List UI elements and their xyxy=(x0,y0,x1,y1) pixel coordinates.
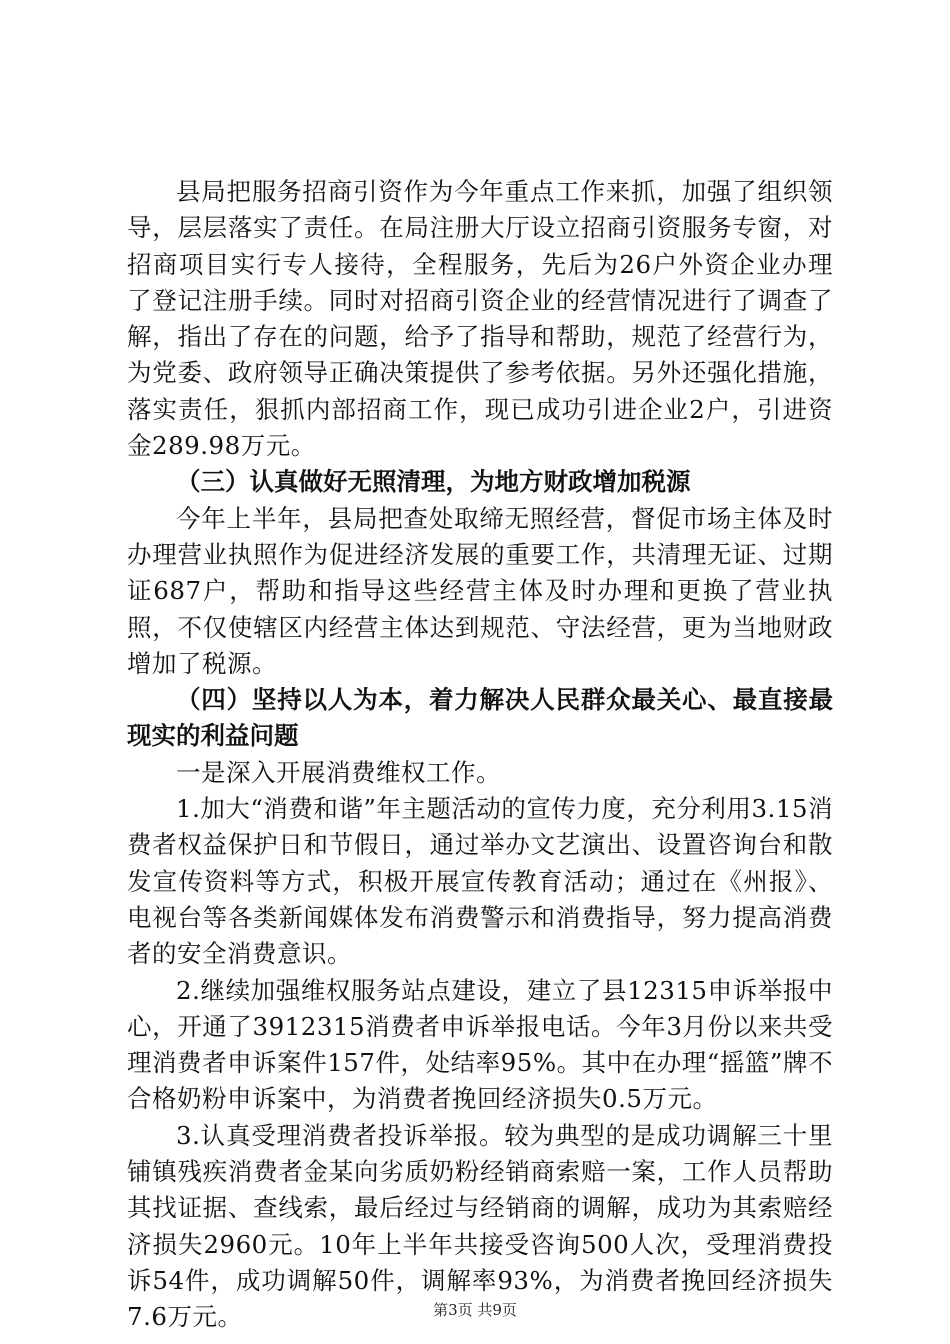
section-heading: （三）认真做好无照清理，为地方财政增加税源 xyxy=(176,467,691,497)
paragraph: 一是深入开展消费维权工作。 xyxy=(176,757,501,787)
paragraph: 2.继续加强维权服务站点建设，建立了县12315申诉举报中心，开通了3912315消费者申诉举报电话。今年3月份以来共受理消费者申诉案件157件，处结率95%。其中在办理“摇篮”牌不合格奶粉申诉案中，为消费者挽回经济损失0.5万元。 xyxy=(127,975,833,1114)
paragraph: 今年上半年，县局把查处取缔无照经营，督促市场主体及时办理营业执照作为促进经济发展的重要工作，共清理无证、过期证687户，帮助和指导这些经营主体及时办理和更换了营业执照，不仅使辖区内经营主体达到规范、守法经营，更为当地财政增加了税源。 xyxy=(127,503,833,678)
page-footer: 第3页 共9页 xyxy=(433,1301,517,1319)
paragraph: 县局把服务招商引资作为今年重点工作来抓，加强了组织领导，层层落实了责任。在局注册大厅设立招商引资服务专窗，对招商项目实行专人接待，全程服务，先后为26户外资企业办理了登记注册手续。同时对招商引资企业的经营情况进行了调查了解，指出了存在的问题，给予了指导和帮助，规范了经营行为，为党委、政府领导正确决策提供了参考依据。另外还强化措施，落实责任，狠抓内部招商工作，现已成功引进企业2户，引进资金289.98万元。 xyxy=(127,177,833,461)
paragraph: 1.加大“消费和谐”年主题活动的宣传力度，充分利用3.15消费者权益保护日和节假日，通过举办文艺演出、设置咨询台和散发宣传资料等方式，积极开展宣传教育活动；通过在《州报》、电视台等各类新闻媒体发布消费警示和消费指导，努力提高消费者的安全消费意识。 xyxy=(127,794,833,969)
paragraph: 3.认真受理消费者投诉举报。较为典型的是成功调解三十里铺镇残疾消费者金某向劣质奶粉经销商索赔一案，工作人员帮助其找证据、查线索，最后经过与经销商的调解，成功为其索赔经济损失2960元。10年上半年共接受咨询500人次，受理消费投诉54件，成功调解50件，调解率93%，为消费者挽回经济损失7.6万元。 xyxy=(127,1120,833,1332)
section-heading: （四）坚持以人为本，着力解决人民群众最关心、最直接最现实的利益问题 xyxy=(127,685,833,751)
document-body xyxy=(127,174,833,1336)
